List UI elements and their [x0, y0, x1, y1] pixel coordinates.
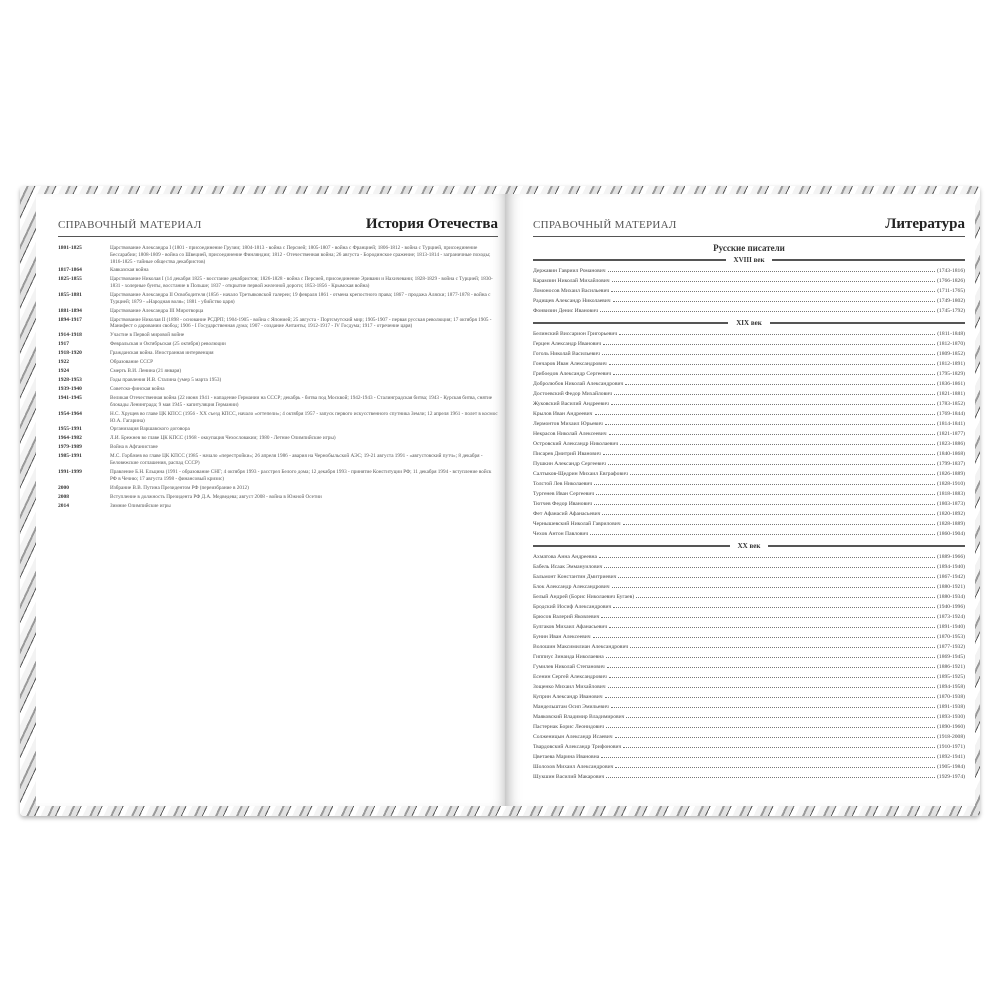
dot-leader — [609, 359, 935, 365]
author-years: (1809-1852) — [937, 351, 965, 357]
author-name: Бунин Иван Алексеевич — [533, 634, 591, 640]
author-name: Ломоносов Михаил Васильевич — [533, 288, 610, 294]
event-years: 1918-1920 — [58, 350, 82, 357]
author-years: (1886-1921) — [937, 664, 965, 670]
event-years: 2000 — [58, 484, 69, 491]
divider — [772, 259, 965, 261]
event-text: Годы правления И.В. Сталина (умер 5 марта 1953) — [110, 377, 222, 384]
event-text: Великая Отечественная война (22 июня 1941 - нападение Германии на СССР; декабрь - битва под Москвой; 1942-1943 - Сталинградская битва; 1943 - Курская битва, снятие блокады Ленинграда; 9 мая 1945 - капитуляция Германии) — [110, 395, 493, 408]
divider — [533, 322, 728, 324]
author-years: (1940-1996) — [937, 604, 965, 610]
author-name: Шолохов Михаил Александрович — [533, 764, 614, 770]
author-name: Толстой Лев Николаевич — [533, 481, 593, 487]
dot-leader — [608, 459, 935, 465]
author-years: (1905-1984) — [937, 764, 965, 770]
author-name: Куприн Александр Иванович — [533, 694, 603, 700]
author-name: Некрасов Николай Алексеевич — [533, 431, 607, 437]
century-heading — [533, 256, 965, 264]
history-event — [58, 485, 498, 492]
author-years: (1812-1891) — [937, 361, 965, 367]
author-row — [533, 286, 965, 296]
author-row — [533, 652, 965, 662]
event-text: Л.И. Брежнев во главе ЦК КПСС (1968 - оккупация Чехословакии; 1980 - Летние Олимпийские игры) — [110, 435, 336, 442]
author-name: Фет Афанасий Афанасьевич — [533, 511, 601, 517]
author-row — [533, 329, 965, 339]
divider — [533, 545, 730, 547]
author-years: (1869-1945) — [937, 654, 965, 660]
author-row — [533, 399, 965, 409]
writers-list — [533, 256, 965, 782]
author-row — [533, 552, 965, 562]
century-heading — [533, 542, 965, 550]
author-years: (1880-1934) — [937, 594, 965, 600]
author-years: (1889-1966) — [937, 554, 965, 560]
dot-leader — [623, 519, 935, 525]
author-name: Солженицын Александр Исаевич — [533, 734, 613, 740]
author-name: Твардовский Александр Трифонович — [533, 744, 622, 750]
author-years: (1803-1873) — [937, 501, 965, 507]
event-years: 1924 — [58, 368, 69, 375]
author-name: Брюсов Валерий Яковлевич — [533, 614, 600, 620]
author-years: (1929-1974) — [937, 774, 965, 780]
event-text: Советско-финская война — [110, 386, 165, 393]
event-years: 1881-1894 — [58, 307, 82, 314]
dot-leader — [608, 266, 935, 272]
dot-leader — [606, 652, 935, 658]
author-years: (1870-1953) — [937, 634, 965, 640]
author-years: (1828-1910) — [937, 481, 965, 487]
dot-leader — [615, 732, 935, 738]
author-name: Тютчев Федор Иванович — [533, 501, 593, 507]
event-text: Зимние Олимпийские игры — [110, 502, 171, 509]
event-text: Царствование Николая I (14 декабря 1825 - восстание декабристов; 1826-1828 - война с Персией, присоединение Эривани и Нахичевани; 1828-1829 - война с Турцией; 1830-1831 - холерные бунты, восстание в Польше; 1837 - открытие первой железной дороги; 1853-1856 - Крымская война) — [110, 276, 493, 290]
dot-leader — [605, 692, 935, 698]
author-years: (1890-1960) — [937, 724, 965, 730]
author-name: Белый Андрей (Борис Николаевич Бугаев) — [533, 594, 635, 600]
author-name: Бабель Исаак Эммануилович — [533, 564, 603, 570]
author-years: (1873-1924) — [937, 614, 965, 620]
event-years: 1817-1864 — [58, 267, 82, 274]
author-row — [533, 642, 965, 652]
dot-leader — [613, 369, 935, 375]
author-years: (1893-1930) — [937, 714, 965, 720]
author-name: Карамзин Николай Михайлович — [533, 278, 610, 284]
author-row — [533, 672, 965, 682]
history-event — [58, 341, 498, 348]
author-row — [533, 469, 965, 479]
event-text: Февральская и Октябрьская (25 октября) революции — [110, 341, 226, 348]
author-row — [533, 712, 965, 722]
dot-leader — [606, 772, 935, 778]
event-text: Кавказская война — [110, 267, 149, 274]
author-name: Зощенко Михаил Михайлович — [533, 684, 606, 690]
author-row — [533, 389, 965, 399]
author-row — [533, 479, 965, 489]
century-label: XX век — [737, 542, 761, 550]
author-row — [533, 592, 965, 602]
author-name: Герцен Александр Иванович — [533, 341, 602, 347]
dot-leader — [613, 602, 935, 608]
author-row — [533, 529, 965, 539]
history-event — [58, 377, 498, 384]
author-years: (1749-1802) — [937, 298, 965, 304]
author-name: Бальмонт Константин Дмитриевич — [533, 574, 617, 580]
author-name: Гоголь Николай Васильевич — [533, 351, 600, 357]
event-text: Образование СССР — [110, 359, 153, 366]
author-row — [533, 429, 965, 439]
dot-leader — [604, 562, 935, 568]
event-years: 1801-1825 — [58, 245, 82, 251]
author-name: Шукшин Василий Макарович — [533, 774, 605, 780]
century-label: XVIII век — [733, 256, 765, 264]
author-name: Лермонтов Михаил Юрьевич — [533, 421, 603, 427]
author-years: (1860-1904) — [937, 531, 965, 537]
event-text: Организация Варшавского договора — [110, 426, 190, 433]
dot-leader — [615, 762, 935, 768]
event-years: 1855-1881 — [58, 291, 82, 298]
author-row — [533, 582, 965, 592]
century-heading — [533, 319, 965, 327]
author-years: (1894-1958) — [937, 684, 965, 690]
author-name: Булгаков Михаил Афанасьевич — [533, 624, 608, 630]
history-event — [58, 317, 498, 331]
left-page-header — [58, 216, 498, 237]
author-name: Бродский Иосиф Александрович — [533, 604, 612, 610]
dot-leader — [602, 509, 935, 515]
event-years: 1917 — [58, 341, 69, 348]
history-event — [58, 245, 498, 265]
event-years: 2014 — [58, 502, 69, 509]
author-name: Писарев Дмитрий Иванович — [533, 451, 601, 457]
dot-leader — [603, 339, 935, 345]
author-row — [533, 722, 965, 732]
dot-leader — [599, 552, 935, 558]
dot-leader — [613, 296, 935, 302]
author-name: Гончаров Иван Александрович — [533, 361, 607, 367]
event-years: 1955-1991 — [58, 426, 82, 433]
author-row — [533, 702, 965, 712]
event-text: Царствование Александра II Освободителя (1856 - начало Третьяковской галереи; 19 февраля 1861 - отмена крепостного права; 1867 - продажа Аляски; 1877-1878 - война с Турцией; 1879 - «Народная воля»; 1881 - убийство царя) — [110, 291, 491, 305]
author-row — [533, 612, 965, 622]
author-row — [533, 742, 965, 752]
history-event — [58, 350, 498, 357]
dot-leader — [596, 489, 935, 495]
event-text: Гражданская война. Иностранная интервенция — [110, 350, 214, 357]
history-event — [58, 444, 498, 451]
author-name: Тургенев Иван Сергеевич — [533, 491, 595, 497]
author-row — [533, 572, 965, 582]
event-text: Вступление в должность Президента РФ Д.А. Медведева; август 2008 - война в Южной Осетии — [110, 493, 322, 500]
author-row — [533, 419, 965, 429]
dot-leader — [590, 529, 935, 535]
history-event — [58, 276, 498, 290]
dot-leader — [620, 439, 935, 445]
dot-leader — [595, 409, 936, 415]
history-event — [58, 386, 498, 393]
dot-leader — [623, 742, 935, 748]
author-years: (1840-1868) — [937, 451, 965, 457]
author-name: Мандельштам Осип Эмильевич — [533, 704, 609, 710]
dot-leader — [603, 449, 935, 455]
event-text: Избрание В.В. Путина Президентом РФ (переизбрание в 2012) — [110, 484, 249, 491]
history-event — [58, 395, 498, 409]
author-row — [533, 762, 965, 772]
author-name: Грибоедов Александр Сергеевич — [533, 371, 612, 377]
author-row — [533, 772, 965, 782]
author-name: Салтыков-Щедрин Михаил Евграфович — [533, 471, 628, 477]
author-years: (1891-1938) — [937, 704, 965, 710]
author-years: (1828-1889) — [937, 521, 965, 527]
author-years: (1821-1881) — [937, 391, 965, 397]
event-years: 1964-1982 — [58, 435, 82, 442]
page-title: Литература — [885, 216, 965, 232]
history-event — [58, 368, 498, 375]
page-title: История Отечества — [365, 216, 498, 232]
dot-leader — [614, 389, 935, 395]
dot-leader — [611, 702, 935, 708]
right-page — [505, 194, 975, 806]
event-text: М.С. Горбачев во главе ЦК КПСС (1985 - начало «перестройки»; 26 апреля 1986 - авария на Чернобыльской АЭС; 19-21 августа 1991 - «августовский путч»; 8 декабря - Беловежские соглашения, распад СССР) — [110, 453, 483, 467]
author-years: (1826-1889) — [937, 471, 965, 477]
author-row — [533, 409, 965, 419]
dot-leader — [593, 632, 935, 638]
event-years: 1914-1918 — [58, 332, 82, 339]
dot-leader — [609, 429, 935, 435]
author-row — [533, 349, 965, 359]
author-row — [533, 602, 965, 612]
author-years: (1823-1886) — [937, 441, 965, 447]
event-text: Н.С. Хрущев во главе ЦК КПСС (1956 - XX съезд КПСС, начало «оттепели»; 4 октября 1957 - запуск первого искусственного спутника Земли; 12 апреля 1961 - полет в космос Ю.А. Гагарина) — [110, 410, 498, 424]
dot-leader — [606, 722, 935, 728]
event-years: 1979-1989 — [58, 444, 82, 451]
author-name: Островский Александр Николаевич — [533, 441, 619, 447]
author-name: Белинский Виссарион Григорьевич — [533, 331, 618, 337]
author-row — [533, 519, 965, 529]
author-row — [533, 682, 965, 692]
author-name: Есенин Сергей Александрович — [533, 674, 607, 680]
dot-leader — [625, 379, 935, 385]
author-years: (1811-1848) — [937, 331, 965, 337]
author-years: (1880-1921) — [937, 584, 965, 590]
event-years: 1954-1964 — [58, 410, 82, 417]
history-event — [58, 426, 498, 433]
history-event — [58, 469, 498, 483]
author-row — [533, 439, 965, 449]
writers-title: Русские писатели — [713, 243, 785, 253]
author-name: Гиппиус Зинаида Николаевна — [533, 654, 604, 660]
history-event — [58, 503, 498, 510]
history-event — [58, 332, 498, 339]
event-text: Царствование Александра I (1801 - присоединение Грузии; 1804-1813 - война с Персией; 1805-1807 - война с Францией; 1806-1812 - война с Турцией, присоединение Бессарабии; 1808-1809 - война со Швецией, присоединение Финляндии; 1812 - Отечественная война; 26 августа - Бородинское сражение; 1813-1814 - заграничные походы; 1816-1825 - тайные общества декабристов) — [110, 245, 491, 265]
author-name: Волошин Максимилиан Александрович — [533, 644, 629, 650]
event-text: Царствование Николая II (1898 - основание РСДРП; 1904-1905 - война с Японией; 25 августа - Портсмутский мир; 1905-1907 - первая русская революция; 17 октября 1905 - Манифест о даровании свобод; 1906 - I Государственная дума; 1907 - создание Антанты; 1912-1917 - IV Госдума; 1917 - отречение царя) — [110, 316, 492, 330]
dot-leader — [619, 329, 935, 335]
event-years: 1894-1917 — [58, 316, 82, 323]
author-years: (1818-1883) — [937, 491, 965, 497]
author-row — [533, 266, 965, 276]
author-years: (1891-1940) — [937, 624, 965, 630]
author-name: Чернышевский Николай Гаврилович — [533, 521, 621, 527]
author-name: Крылов Иван Андреевич — [533, 411, 593, 417]
author-years: (1814-1841) — [937, 421, 965, 427]
right-page-header — [533, 216, 965, 237]
history-event — [58, 411, 498, 425]
author-name: Радищев Александр Николаевич — [533, 298, 611, 304]
history-event — [58, 292, 498, 306]
author-row — [533, 499, 965, 509]
history-event — [58, 494, 498, 501]
author-row — [533, 296, 965, 306]
history-event — [58, 267, 498, 274]
history-event — [58, 453, 498, 467]
dot-leader — [612, 582, 935, 588]
dot-leader — [612, 276, 935, 282]
event-years: 1985-1991 — [58, 453, 82, 460]
divider — [533, 259, 726, 261]
author-row — [533, 276, 965, 286]
author-name: Жуковский Василий Андреевич — [533, 401, 609, 407]
event-years: 2008 — [58, 493, 69, 500]
author-years: (1892-1941) — [937, 754, 965, 760]
author-name: Пастернак Борис Леонидович — [533, 724, 605, 730]
author-row — [533, 562, 965, 572]
author-years: (1745-1792) — [937, 308, 965, 314]
event-text: Царствование Александра III Миротворца — [110, 307, 204, 314]
author-years: (1870-1938) — [937, 694, 965, 700]
author-years: (1910-1971) — [937, 744, 965, 750]
author-row — [533, 449, 965, 459]
history-events-list — [58, 245, 498, 510]
author-name: Гумилев Николай Степанович — [533, 664, 605, 670]
author-years: (1877-1932) — [937, 644, 965, 650]
dot-leader — [609, 622, 935, 628]
dot-leader — [600, 306, 935, 312]
author-name: Чехов Антон Павлович — [533, 531, 589, 537]
author-row — [533, 732, 965, 742]
dot-leader — [601, 752, 935, 758]
author-row — [533, 459, 965, 469]
event-years: 1922 — [58, 359, 69, 366]
author-name: Цветаева Марина Ивановна — [533, 754, 600, 760]
event-years: 1941-1945 — [58, 395, 82, 402]
author-row — [533, 339, 965, 349]
author-name: Ахматова Анна Андреевна — [533, 554, 597, 560]
author-row — [533, 379, 965, 389]
dot-leader — [594, 479, 935, 485]
author-years: (1766-1826) — [937, 278, 965, 284]
author-row — [533, 306, 965, 316]
event-years: 1939-1940 — [58, 386, 82, 393]
event-text: Участие в Первой мировой войне — [110, 332, 185, 339]
author-name: Державин Гавриил Романович — [533, 268, 606, 274]
author-row — [533, 692, 965, 702]
event-years: 1825-1855 — [58, 276, 82, 283]
author-row — [533, 369, 965, 379]
dot-leader — [636, 592, 935, 598]
author-years: (1918-2008) — [937, 734, 965, 740]
dot-leader — [626, 712, 935, 718]
dot-leader — [630, 642, 935, 648]
author-years: (1711-1765) — [937, 288, 965, 294]
dot-leader — [630, 469, 935, 475]
history-event — [58, 435, 498, 442]
author-row — [533, 359, 965, 369]
author-name: Пушкин Александр Сергеевич — [533, 461, 606, 467]
left-page — [36, 194, 506, 806]
author-name: Фонвизин Денис Иванович — [533, 308, 599, 314]
dot-leader — [605, 419, 935, 425]
author-years: (1820-1892) — [937, 511, 965, 517]
header-label: СПРАВОЧНЫЙ МАТЕРИАЛ — [58, 219, 202, 231]
dot-leader — [609, 672, 935, 678]
author-row — [533, 509, 965, 519]
dot-leader — [594, 499, 935, 505]
author-years: (1799-1837) — [937, 461, 965, 467]
author-name: Маяковский Владимир Владимирович — [533, 714, 625, 720]
author-row — [533, 622, 965, 632]
dot-leader — [602, 349, 935, 355]
author-years: (1867-1942) — [937, 574, 965, 580]
dot-leader — [607, 662, 935, 668]
event-years: 1928-1953 — [58, 377, 82, 384]
author-name: Добролюбов Николай Александрович — [533, 381, 624, 387]
author-years: (1894-1940) — [937, 564, 965, 570]
event-text: Война в Афганистане — [110, 444, 158, 451]
author-years: (1783-1852) — [937, 401, 965, 407]
divider — [770, 322, 965, 324]
dot-leader — [611, 399, 935, 405]
author-row — [533, 489, 965, 499]
author-years: (1812-1870) — [937, 341, 965, 347]
header-label: СПРАВОЧНЫЙ МАТЕРИАЛ — [533, 219, 677, 231]
author-name: Блок Александр Александрович — [533, 584, 610, 590]
author-years: (1795-1829) — [937, 371, 965, 377]
author-years: (1769-1844) — [937, 411, 965, 417]
divider — [768, 545, 965, 547]
dot-leader — [611, 286, 935, 292]
author-row — [533, 752, 965, 762]
event-text: Правление Б.Н. Ельцина (1991 - образование СНГ; 4 октября 1993 - расстрел Белого дома; 12 декабря 1993 - принятие Конституции РФ; 11 декабря 1994 - вступление войск РФ в Чечню; 17 августа 1998 - финансовый кризис) — [110, 468, 492, 482]
author-years: (1895-1925) — [937, 674, 965, 680]
event-years: 1991-1999 — [58, 468, 82, 475]
dot-leader — [608, 682, 935, 688]
author-years: (1821-1877) — [937, 431, 965, 437]
event-text: Смерть В.И. Ленина (21 января) — [110, 368, 182, 375]
author-row — [533, 662, 965, 672]
author-row — [533, 632, 965, 642]
author-name: Достоевский Федор Михайлович — [533, 391, 613, 397]
dot-leader — [601, 612, 935, 618]
dot-leader — [618, 572, 935, 578]
history-event — [58, 308, 498, 315]
author-years: (1836-1861) — [937, 381, 965, 387]
century-label: XIX век — [736, 319, 762, 327]
history-event — [58, 359, 498, 366]
author-years: (1743-1816) — [937, 268, 965, 274]
